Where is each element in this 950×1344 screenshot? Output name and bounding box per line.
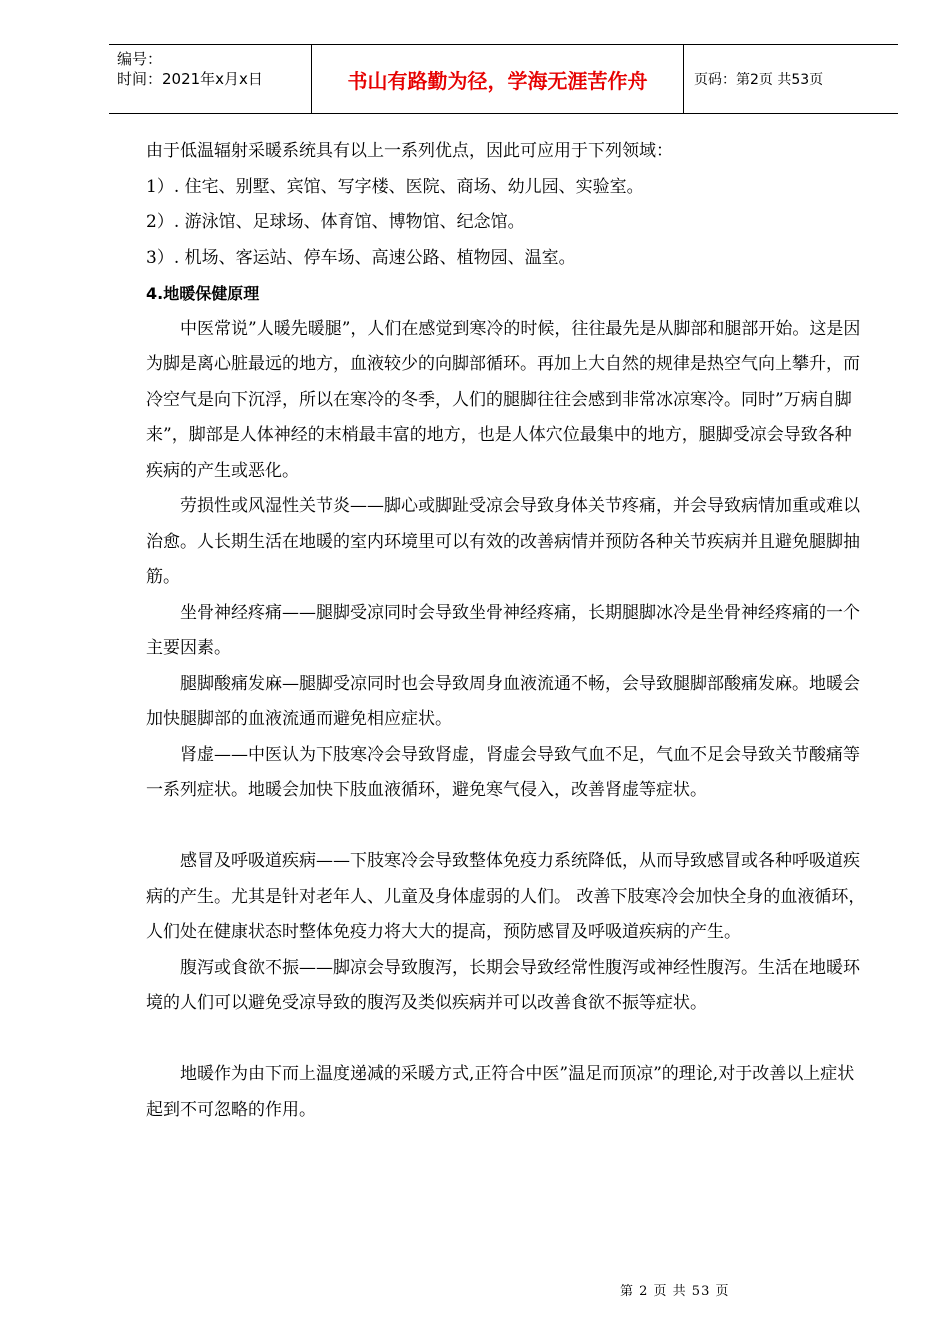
page-footer: 第 2 页 共 53 页 [620,1284,730,1299]
body-paragraph: 腿脚酸痛发麻—腿脚受凉同时也会导致周身血液流通不畅，会导致腿脚部酸痛发麻。地暖会加快腿脚部的血液流通而避免相应症状。 [146,673,860,729]
paragraph-spacer [146,809,866,845]
section-heading: 4.地暖保健原理 [146,284,260,303]
list-item: 3）. 机场、客运站、停车场、高速公路、植物园、温室。 [146,247,576,268]
document-body [146,134,866,1128]
body-paragraph: 感冒及呼吸道疾病——下肢寒冷会导致整体免疫力系统降低，从而导致感冒或各种呼吸道疾病的产生。尤其是针对老年人、儿童及身体虚弱的人们。 改善下肢寒冷会加快全身的血液循环，人们处在健康状态时整体免疫力将大大的提高，预防感冒及呼吸道疾病的产生。 [146,851,866,942]
page-header [109,44,898,114]
body-paragraph: 坐骨神经疼痛——腿脚受凉同时会导致坐骨神经疼痛，长期腿脚冰冷是坐骨神经疼痛的一个主要因素。 [146,602,860,658]
intro-paragraph: 由于低温辐射采暖系统具有以上一系列优点，因此可应用于下列领域： [146,141,673,161]
body-paragraph: 腹泻或食欲不振——脚凉会导致腹泻，长期会导致经常性腹泻或神经性腹泻。生活在地暖环境的人们可以避免受凉导致的腹泻及类似疾病并可以改善食欲不振等症状。 [146,957,860,1013]
document-number-label: 编号： [117,50,163,68]
paragraph-spacer [146,1022,866,1058]
header-page-info: 页码：第2页 共53页 [694,72,824,88]
document-time: 时间：2021年x月x日 [117,70,263,88]
body-paragraph: 劳损性或风湿性关节炎——脚心或脚趾受凉会导致身体关节疼痛，并会导致病情加重或难以治愈。人长期生活在地暖的室内环境里可以有效的改善病情并预防各种关节疾病并且避免腿脚抽筋。 [146,496,860,587]
body-paragraph: 地暖作为由下而上温度递减的采暖方式,正符合中医”温足而顶凉”的理论,对于改善以上症状起到不可忽略的作用。 [146,1064,855,1120]
body-paragraph: 中医常说”人暖先暖腿”，人们在感觉到寒冷的时候，往往最先是从脚部和腿部开始。这是因为脚是离心脏最远的地方，血液较少的向脚部循环。再加上大自然的规律是热空气向上攀升，而冷空气是向下沉浮，所以在寒冷的冬季，人们的腿脚往往会感到非常冰凉寒冷。同时”万病自脚来”，脚部是人体神经的末梢最丰富的地方，也是人体穴位最集中的地方，腿脚受凉会导致各种疾病的产生或恶化。 [146,318,861,481]
list-item: 1）. 住宅、别墅、宾馆、写字楼、医院、商场、幼儿园、实验室。 [146,176,644,197]
list-item: 2）. 游泳馆、足球场、体育馆、博物馆、纪念馆。 [146,212,525,232]
body-paragraph: 肾虚——中医认为下肢寒冷会导致肾虚，肾虚会导致气血不足，气血不足会导致关节酸痛等一系列症状。地暖会加快下肢血液循环，避免寒气侵入，改善肾虚等症状。 [146,744,860,800]
header-meta [109,45,312,113]
header-motto: 书山有路勤为径，学海无涯苦作舟 [312,45,684,113]
